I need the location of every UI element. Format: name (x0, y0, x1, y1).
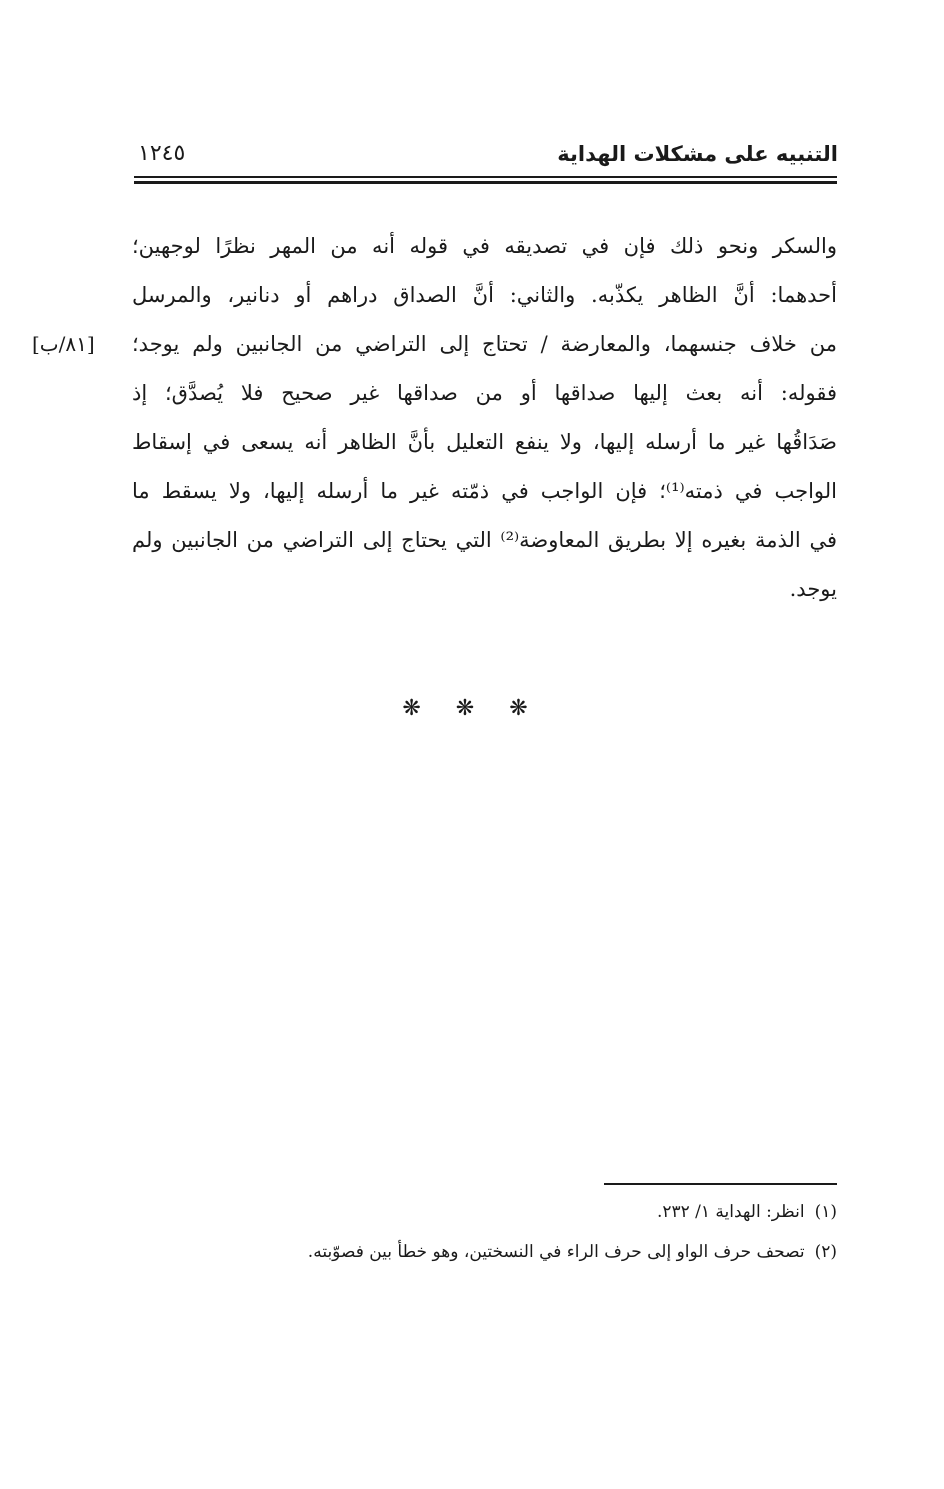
manuscript-folio-marker: [٨١/ب] (32, 332, 95, 356)
footnote-number: (٢) (814, 1242, 837, 1262)
section-separator-asterisks: ❋ ❋ ❋ (402, 696, 542, 721)
text-line: فقوله: أنه بعث إليها صداقها أو من صداقها غير صحيح فلا يُصدَّق؛ إذ (132, 381, 837, 405)
footnote-rule (604, 1183, 837, 1185)
text-line: أحدهما: أنَّ الظاهر يكذّبه. والثاني: أنَّ الصداق دراهم أو دنانير، والمرسل (132, 283, 837, 307)
main-text (32, 222, 838, 614)
footnote (132, 1192, 837, 1232)
header-rule-bottom (134, 181, 837, 184)
text-line: من خلاف جنسهما، والمعارضة / تحتاج إلى التراضي من الجانبين ولم يوجد؛ [٨١/ب] (132, 320, 837, 369)
text-line: والسكر ونحو ذلك فإن في تصديقه في قوله أنه من المهر نظرًا لوجهين؛ (132, 234, 837, 258)
footnote-text: تصحف حرف الواو إلى حرف الراء في النسختين، وهو خطأ بين فصوّبته. (307, 1242, 805, 1262)
text-line: صَدَاقُها غير ما أرسله إليها، ولا ينفع التعليل بأنَّ الظاهر أنه يسعى في إسقاط (132, 430, 837, 454)
text-line: في الذمة بغيره إلا بطريق المعاوضة⁽²⁾ التي يحتاج إلى التراضي من الجانبين ولم (132, 528, 838, 552)
footnote-number: (١) (814, 1202, 837, 1222)
text-line: يوجد. (789, 577, 837, 601)
footnotes (132, 1192, 837, 1272)
footnote (132, 1232, 837, 1272)
text-line: الواجب في ذمته⁽¹⁾؛ فإن الواجب في ذمّته غير ما أرسله إليها، ولا يسقط ما (132, 479, 837, 503)
footnote-text: انظر: الهداية ١/ ٢٣٢. (656, 1202, 805, 1222)
page-number: ١٢٤٥ (138, 141, 186, 166)
running-header-title: التنبيه على مشكلات الهداية (557, 142, 838, 166)
header-rule-top (134, 176, 837, 178)
